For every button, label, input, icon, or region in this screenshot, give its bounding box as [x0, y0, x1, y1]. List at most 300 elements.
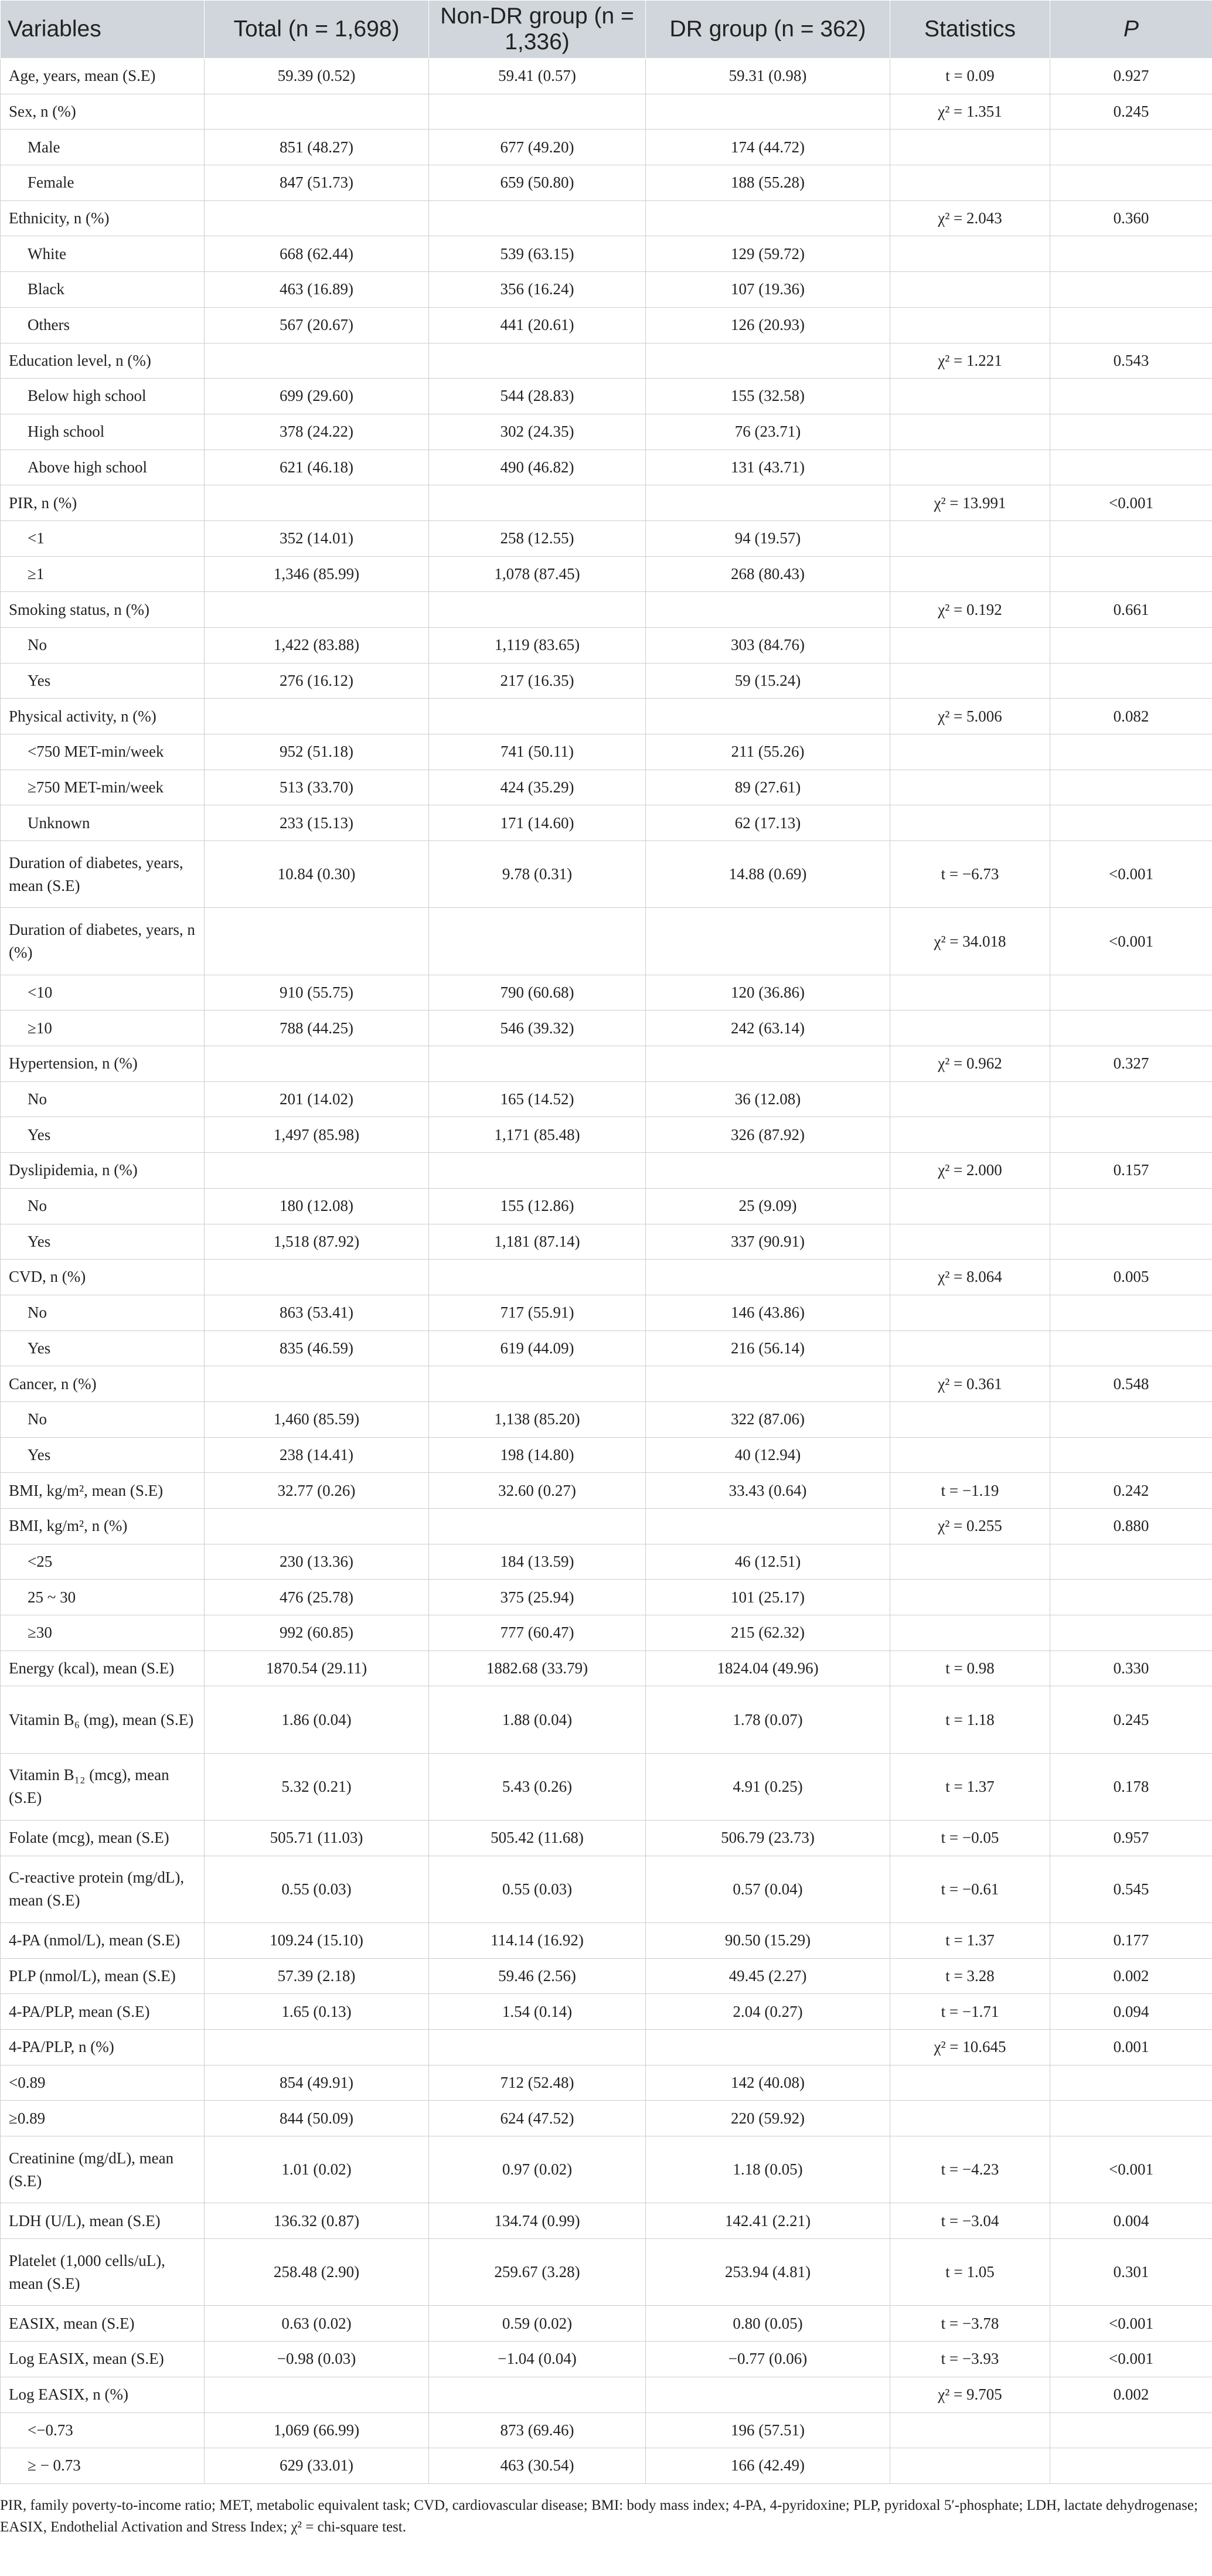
non-dr-cell: 1.88 (0.04) — [429, 1686, 646, 1753]
p-value-cell — [1050, 379, 1212, 414]
dr-cell — [646, 94, 890, 130]
non-dr-cell: 544 (28.83) — [429, 379, 646, 414]
total-cell — [205, 908, 429, 975]
non-dr-cell: 217 (16.35) — [429, 663, 646, 699]
non-dr-cell: 259.67 (3.28) — [429, 2239, 646, 2306]
table-row — [1, 975, 1212, 1010]
table-row — [1, 1686, 1212, 1753]
variable-cell: Male — [1, 130, 205, 165]
p-value-cell — [1050, 130, 1212, 165]
p-value-cell — [1050, 628, 1212, 663]
non-dr-cell: 59.41 (0.57) — [429, 59, 646, 94]
statistics-cell — [890, 414, 1050, 450]
p-value-cell — [1050, 663, 1212, 699]
table-row — [1, 307, 1212, 343]
total-cell: 238 (14.41) — [205, 1437, 429, 1473]
table-row — [1, 1473, 1212, 1509]
statistics-cell: χ² = 10.645 — [890, 2030, 1050, 2065]
statistics-cell — [890, 2065, 1050, 2101]
dr-cell: 506.79 (23.73) — [646, 1820, 890, 1856]
variable-cell: BMI, kg/m², n (%) — [1, 1509, 205, 1544]
p-value-cell: 0.543 — [1050, 343, 1212, 379]
non-dr-cell — [429, 592, 646, 628]
non-dr-cell: 424 (35.29) — [429, 770, 646, 805]
total-cell — [205, 592, 429, 628]
statistics-cell — [890, 165, 1050, 201]
header-variables: Variables — [1, 1, 205, 59]
non-dr-cell: 59.46 (2.56) — [429, 1958, 646, 1994]
total-cell: 668 (62.44) — [205, 236, 429, 272]
non-dr-cell — [429, 485, 646, 521]
p-value-cell — [1050, 975, 1212, 1010]
statistics-cell — [890, 2412, 1050, 2448]
variable-cell: Duration of diabetes, years, n (%) — [1, 908, 205, 975]
total-cell: −0.98 (0.03) — [205, 2342, 429, 2377]
statistics-cell: χ² = 13.991 — [890, 485, 1050, 521]
total-cell: 57.39 (2.18) — [205, 1958, 429, 1994]
dr-cell — [646, 1509, 890, 1544]
variable-cell: Hypertension, n (%) — [1, 1046, 205, 1082]
variable-cell: Log EASIX, n (%) — [1, 2377, 205, 2412]
total-cell — [205, 1046, 429, 1082]
non-dr-cell — [429, 2377, 646, 2412]
p-value-cell — [1050, 1295, 1212, 1330]
table-row — [1, 1753, 1212, 1820]
statistics-cell: χ² = 1.351 — [890, 94, 1050, 130]
p-value-cell — [1050, 236, 1212, 272]
statistics-cell: t = −3.78 — [890, 2306, 1050, 2342]
non-dr-cell: 155 (12.86) — [429, 1188, 646, 1224]
statistics-cell: t = −3.93 — [890, 2342, 1050, 2377]
statistics-cell: χ² = 0.962 — [890, 1046, 1050, 1082]
variable-cell: ≥750 MET-min/week — [1, 770, 205, 805]
p-value-cell: 0.245 — [1050, 1686, 1212, 1753]
dr-cell: 14.88 (0.69) — [646, 841, 890, 908]
total-cell: 952 (51.18) — [205, 734, 429, 770]
non-dr-cell: 32.60 (0.27) — [429, 1473, 646, 1509]
dr-cell: 242 (63.14) — [646, 1010, 890, 1046]
total-cell: 788 (44.25) — [205, 1010, 429, 1046]
statistics-cell: χ² = 2.043 — [890, 200, 1050, 236]
table-row — [1, 908, 1212, 975]
variable-cell: 25 ~ 30 — [1, 1580, 205, 1615]
p-value-cell: 0.242 — [1050, 1473, 1212, 1509]
p-value-cell: 0.005 — [1050, 1260, 1212, 1295]
non-dr-cell: 677 (49.20) — [429, 130, 646, 165]
dr-cell: 107 (19.36) — [646, 272, 890, 308]
dr-cell: 142.41 (2.21) — [646, 2203, 890, 2239]
statistics-cell: χ² = 34.018 — [890, 908, 1050, 975]
total-cell: 5.32 (0.21) — [205, 1753, 429, 1820]
statistics-cell — [890, 1437, 1050, 1473]
table-row — [1, 200, 1212, 236]
non-dr-cell: 134.74 (0.99) — [429, 2203, 646, 2239]
non-dr-cell: 0.97 (0.02) — [429, 2136, 646, 2203]
total-cell: 109.24 (15.10) — [205, 1923, 429, 1959]
statistics-cell — [890, 307, 1050, 343]
variable-cell: Age, years, mean (S.E) — [1, 59, 205, 94]
statistics-cell — [890, 130, 1050, 165]
dr-cell: 142 (40.08) — [646, 2065, 890, 2101]
non-dr-cell: 1,138 (85.20) — [429, 1401, 646, 1437]
variable-cell: Physical activity, n (%) — [1, 699, 205, 734]
non-dr-cell: 777 (60.47) — [429, 1615, 646, 1651]
variable-cell: Yes — [1, 1117, 205, 1153]
variable-cell: Vitamin B₆ (mg), mean (S.E) — [1, 1686, 205, 1753]
dr-cell — [646, 1260, 890, 1295]
variable-cell: <10 — [1, 975, 205, 1010]
table-row — [1, 628, 1212, 663]
p-value-cell — [1050, 1437, 1212, 1473]
dr-cell: 216 (56.14) — [646, 1330, 890, 1366]
p-value-cell: 0.927 — [1050, 59, 1212, 94]
statistics-cell: t = −4.23 — [890, 2136, 1050, 2203]
table-row — [1, 2412, 1212, 2448]
p-value-cell — [1050, 1010, 1212, 1046]
dr-cell — [646, 1366, 890, 1402]
variable-cell: No — [1, 1295, 205, 1330]
p-value-cell: <0.001 — [1050, 2136, 1212, 2203]
non-dr-cell: 0.59 (0.02) — [429, 2306, 646, 2342]
variable-cell: <−0.73 — [1, 2412, 205, 2448]
non-dr-cell: 5.43 (0.26) — [429, 1753, 646, 1820]
table-row — [1, 2136, 1212, 2203]
non-dr-cell: 539 (63.15) — [429, 236, 646, 272]
dr-cell: 337 (90.91) — [646, 1224, 890, 1260]
total-cell: 1.01 (0.02) — [205, 2136, 429, 2203]
non-dr-cell: 1,078 (87.45) — [429, 556, 646, 592]
variable-cell: CVD, n (%) — [1, 1260, 205, 1295]
statistics-cell: χ² = 9.705 — [890, 2377, 1050, 2412]
total-cell: 230 (13.36) — [205, 1544, 429, 1580]
total-cell — [205, 1366, 429, 1402]
total-cell: 1,422 (83.88) — [205, 628, 429, 663]
p-value-cell — [1050, 1224, 1212, 1260]
statistics-cell — [890, 734, 1050, 770]
statistics-cell — [890, 1117, 1050, 1153]
table-row — [1, 1153, 1212, 1189]
statistics-cell: t = −0.61 — [890, 1856, 1050, 1922]
statistics-cell: t = 3.28 — [890, 1958, 1050, 1994]
dr-cell: 59.31 (0.98) — [646, 59, 890, 94]
variable-cell: PIR, n (%) — [1, 485, 205, 521]
dr-cell — [646, 699, 890, 734]
table-row — [1, 805, 1212, 841]
non-dr-cell: 1.54 (0.14) — [429, 1994, 646, 2030]
p-value-cell — [1050, 1544, 1212, 1580]
p-value-cell — [1050, 805, 1212, 841]
p-value-cell: 0.177 — [1050, 1923, 1212, 1959]
variable-cell: <25 — [1, 1544, 205, 1580]
dr-cell: 196 (57.51) — [646, 2412, 890, 2448]
p-value-cell: 0.360 — [1050, 200, 1212, 236]
table-row — [1, 1117, 1212, 1153]
dr-cell: 25 (9.09) — [646, 1188, 890, 1224]
statistics-cell — [890, 556, 1050, 592]
statistics-cell — [890, 1081, 1050, 1117]
table-row — [1, 272, 1212, 308]
non-dr-cell: 375 (25.94) — [429, 1580, 646, 1615]
p-value-cell: <0.001 — [1050, 841, 1212, 908]
p-value-cell: <0.001 — [1050, 2306, 1212, 2342]
total-cell: 352 (14.01) — [205, 520, 429, 556]
statistics-cell — [890, 2101, 1050, 2136]
non-dr-cell: 9.78 (0.31) — [429, 841, 646, 908]
variable-cell: Folate (mcg), mean (S.E) — [1, 1820, 205, 1856]
table-row — [1, 2377, 1212, 2412]
table-row — [1, 841, 1212, 908]
header-statistics: Statistics — [890, 1, 1050, 59]
total-cell: 1.65 (0.13) — [205, 1994, 429, 2030]
p-value-cell: <0.001 — [1050, 2342, 1212, 2377]
total-cell: 0.63 (0.02) — [205, 2306, 429, 2342]
total-cell — [205, 94, 429, 130]
variable-cell: <750 MET-min/week — [1, 734, 205, 770]
variable-cell: Below high school — [1, 379, 205, 414]
dr-cell: 101 (25.17) — [646, 1580, 890, 1615]
non-dr-cell: 463 (30.54) — [429, 2448, 646, 2484]
statistics-cell — [890, 1224, 1050, 1260]
p-value-cell: 0.002 — [1050, 2377, 1212, 2412]
total-cell — [205, 1153, 429, 1189]
total-cell: 1,346 (85.99) — [205, 556, 429, 592]
statistics-cell — [890, 1188, 1050, 1224]
table-row — [1, 520, 1212, 556]
non-dr-cell: 873 (69.46) — [429, 2412, 646, 2448]
total-cell: 10.84 (0.30) — [205, 841, 429, 908]
dr-cell: −0.77 (0.06) — [646, 2342, 890, 2377]
dr-cell: 166 (42.49) — [646, 2448, 890, 2484]
statistics-cell — [890, 1010, 1050, 1046]
table-row — [1, 1856, 1212, 1922]
table-row — [1, 2306, 1212, 2342]
statistics-cell — [890, 1295, 1050, 1330]
table-row — [1, 450, 1212, 485]
statistics-cell: χ² = 1.221 — [890, 343, 1050, 379]
header-dr: DR group (n = 362) — [646, 1, 890, 59]
non-dr-cell — [429, 1046, 646, 1082]
non-dr-cell: 490 (46.82) — [429, 450, 646, 485]
table-row — [1, 236, 1212, 272]
total-cell — [205, 1509, 429, 1544]
table-row — [1, 1958, 1212, 1994]
dr-cell: 62 (17.13) — [646, 805, 890, 841]
total-cell: 621 (46.18) — [205, 450, 429, 485]
table-row — [1, 1260, 1212, 1295]
total-cell: 699 (29.60) — [205, 379, 429, 414]
non-dr-cell: 717 (55.91) — [429, 1295, 646, 1330]
table-body — [1, 59, 1212, 2484]
p-value-cell: <0.001 — [1050, 908, 1212, 975]
p-value-cell: 0.880 — [1050, 1509, 1212, 1544]
table-row — [1, 59, 1212, 94]
variable-cell: Unknown — [1, 805, 205, 841]
non-dr-cell: 165 (14.52) — [429, 1081, 646, 1117]
p-value-cell: <0.001 — [1050, 485, 1212, 521]
total-cell: 505.71 (11.03) — [205, 1820, 429, 1856]
variable-cell: Above high school — [1, 450, 205, 485]
variable-cell: <0.89 — [1, 2065, 205, 2101]
table-row — [1, 2203, 1212, 2239]
variable-cell: Platelet (1,000 cells/uL), mean (S.E) — [1, 2239, 205, 2306]
statistics-cell — [890, 1401, 1050, 1437]
p-value-cell — [1050, 1081, 1212, 1117]
table-row — [1, 379, 1212, 414]
table-row — [1, 1401, 1212, 1437]
table-row — [1, 414, 1212, 450]
dr-cell: 146 (43.86) — [646, 1295, 890, 1330]
statistics-cell: t = −3.04 — [890, 2203, 1050, 2239]
dr-cell: 76 (23.71) — [646, 414, 890, 450]
dr-cell: 120 (36.86) — [646, 975, 890, 1010]
variable-cell: No — [1, 1401, 205, 1437]
p-value-cell — [1050, 165, 1212, 201]
p-value-cell: 0.094 — [1050, 1994, 1212, 2030]
total-cell — [205, 343, 429, 379]
variable-cell: Yes — [1, 1330, 205, 1366]
p-value-cell — [1050, 1615, 1212, 1651]
p-value-cell — [1050, 1117, 1212, 1153]
total-cell — [205, 200, 429, 236]
table-row — [1, 1651, 1212, 1686]
p-value-cell — [1050, 307, 1212, 343]
table-row — [1, 1188, 1212, 1224]
variable-cell: Smoking status, n (%) — [1, 592, 205, 628]
statistics-cell: t = 1.37 — [890, 1753, 1050, 1820]
statistics-cell: t = −0.05 — [890, 1820, 1050, 1856]
statistics-cell: χ² = 0.361 — [890, 1366, 1050, 1402]
variable-cell: Black — [1, 272, 205, 308]
table-row — [1, 1295, 1212, 1330]
variable-cell: No — [1, 1188, 205, 1224]
variable-cell: ≥30 — [1, 1615, 205, 1651]
total-cell: 847 (51.73) — [205, 165, 429, 201]
table-row — [1, 2101, 1212, 2136]
statistics-cell — [890, 1580, 1050, 1615]
p-value-cell: 0.661 — [1050, 592, 1212, 628]
p-value-cell — [1050, 2101, 1212, 2136]
non-dr-cell: 790 (60.68) — [429, 975, 646, 1010]
p-value-cell — [1050, 1188, 1212, 1224]
dr-cell — [646, 592, 890, 628]
statistics-cell — [890, 272, 1050, 308]
p-value-cell — [1050, 450, 1212, 485]
dr-cell: 33.43 (0.64) — [646, 1473, 890, 1509]
variable-cell: ≥ − 0.73 — [1, 2448, 205, 2484]
variable-cell: Female — [1, 165, 205, 201]
table-row — [1, 1330, 1212, 1366]
p-value-cell: 0.004 — [1050, 2203, 1212, 2239]
dr-cell — [646, 485, 890, 521]
non-dr-cell: 1,171 (85.48) — [429, 1117, 646, 1153]
non-dr-cell — [429, 1260, 646, 1295]
table-row — [1, 1366, 1212, 1402]
statistics-cell: t = 1.18 — [890, 1686, 1050, 1753]
non-dr-cell — [429, 1153, 646, 1189]
statistics-cell — [890, 770, 1050, 805]
total-cell: 1870.54 (29.11) — [205, 1651, 429, 1686]
table-row — [1, 1224, 1212, 1260]
variable-cell: No — [1, 628, 205, 663]
non-dr-cell — [429, 1509, 646, 1544]
table-row — [1, 1010, 1212, 1046]
dr-cell: 326 (87.92) — [646, 1117, 890, 1153]
p-value-cell — [1050, 1580, 1212, 1615]
table-row — [1, 485, 1212, 521]
non-dr-cell — [429, 699, 646, 734]
statistics-cell: χ² = 0.255 — [890, 1509, 1050, 1544]
table-row — [1, 1615, 1212, 1651]
statistics-cell: χ² = 5.006 — [890, 699, 1050, 734]
variable-cell: LDH (U/L), mean (S.E) — [1, 2203, 205, 2239]
total-cell: 851 (48.27) — [205, 130, 429, 165]
table-row — [1, 734, 1212, 770]
non-dr-cell: 441 (20.61) — [429, 307, 646, 343]
dr-cell: 303 (84.76) — [646, 628, 890, 663]
p-value-cell: 0.245 — [1050, 94, 1212, 130]
total-cell: 180 (12.08) — [205, 1188, 429, 1224]
variable-cell: Energy (kcal), mean (S.E) — [1, 1651, 205, 1686]
non-dr-cell: 0.55 (0.03) — [429, 1856, 646, 1922]
dr-cell: 220 (59.92) — [646, 2101, 890, 2136]
dr-cell — [646, 908, 890, 975]
total-cell: 136.32 (0.87) — [205, 2203, 429, 2239]
variable-cell: Duration of diabetes, years, mean (S.E) — [1, 841, 205, 908]
variable-cell: 4-PA/PLP, mean (S.E) — [1, 1994, 205, 2030]
non-dr-cell: 114.14 (16.92) — [429, 1923, 646, 1959]
p-value-cell — [1050, 520, 1212, 556]
variable-cell: C-reactive protein (mg/dL), mean (S.E) — [1, 1856, 205, 1922]
non-dr-cell: 198 (14.80) — [429, 1437, 646, 1473]
table-row — [1, 663, 1212, 699]
total-cell — [205, 2377, 429, 2412]
table-header-row — [1, 1, 1212, 59]
table-row — [1, 1820, 1212, 1856]
non-dr-cell: 1,181 (87.14) — [429, 1224, 646, 1260]
total-cell: 233 (15.13) — [205, 805, 429, 841]
p-value-cell: 0.545 — [1050, 1856, 1212, 1922]
dr-cell — [646, 1153, 890, 1189]
non-dr-cell: 184 (13.59) — [429, 1544, 646, 1580]
p-value-cell — [1050, 556, 1212, 592]
variable-cell: Yes — [1, 1437, 205, 1473]
non-dr-cell: 1,119 (83.65) — [429, 628, 646, 663]
header-p: P — [1050, 1, 1212, 59]
variable-cell: Vitamin B₁₂ (mcg), mean (S.E) — [1, 1753, 205, 1820]
total-cell — [205, 485, 429, 521]
dr-cell: 2.04 (0.27) — [646, 1994, 890, 2030]
variable-cell: Education level, n (%) — [1, 343, 205, 379]
variable-cell: PLP (nmol/L), mean (S.E) — [1, 1958, 205, 1994]
table-row — [1, 592, 1212, 628]
table-row — [1, 1994, 1212, 2030]
table-row — [1, 770, 1212, 805]
non-dr-cell: 258 (12.55) — [429, 520, 646, 556]
variable-cell: ≥1 — [1, 556, 205, 592]
variable-cell: <1 — [1, 520, 205, 556]
statistics-cell: χ² = 2.000 — [890, 1153, 1050, 1189]
table-row — [1, 1580, 1212, 1615]
header-total: Total (n = 1,698) — [205, 1, 429, 59]
p-value-cell: 0.157 — [1050, 1153, 1212, 1189]
total-cell — [205, 1260, 429, 1295]
p-value-cell: 0.001 — [1050, 2030, 1212, 2065]
dr-cell — [646, 1046, 890, 1082]
dr-cell — [646, 200, 890, 236]
total-cell: 835 (46.59) — [205, 1330, 429, 1366]
p-value-cell: 0.327 — [1050, 1046, 1212, 1082]
non-dr-cell — [429, 94, 646, 130]
